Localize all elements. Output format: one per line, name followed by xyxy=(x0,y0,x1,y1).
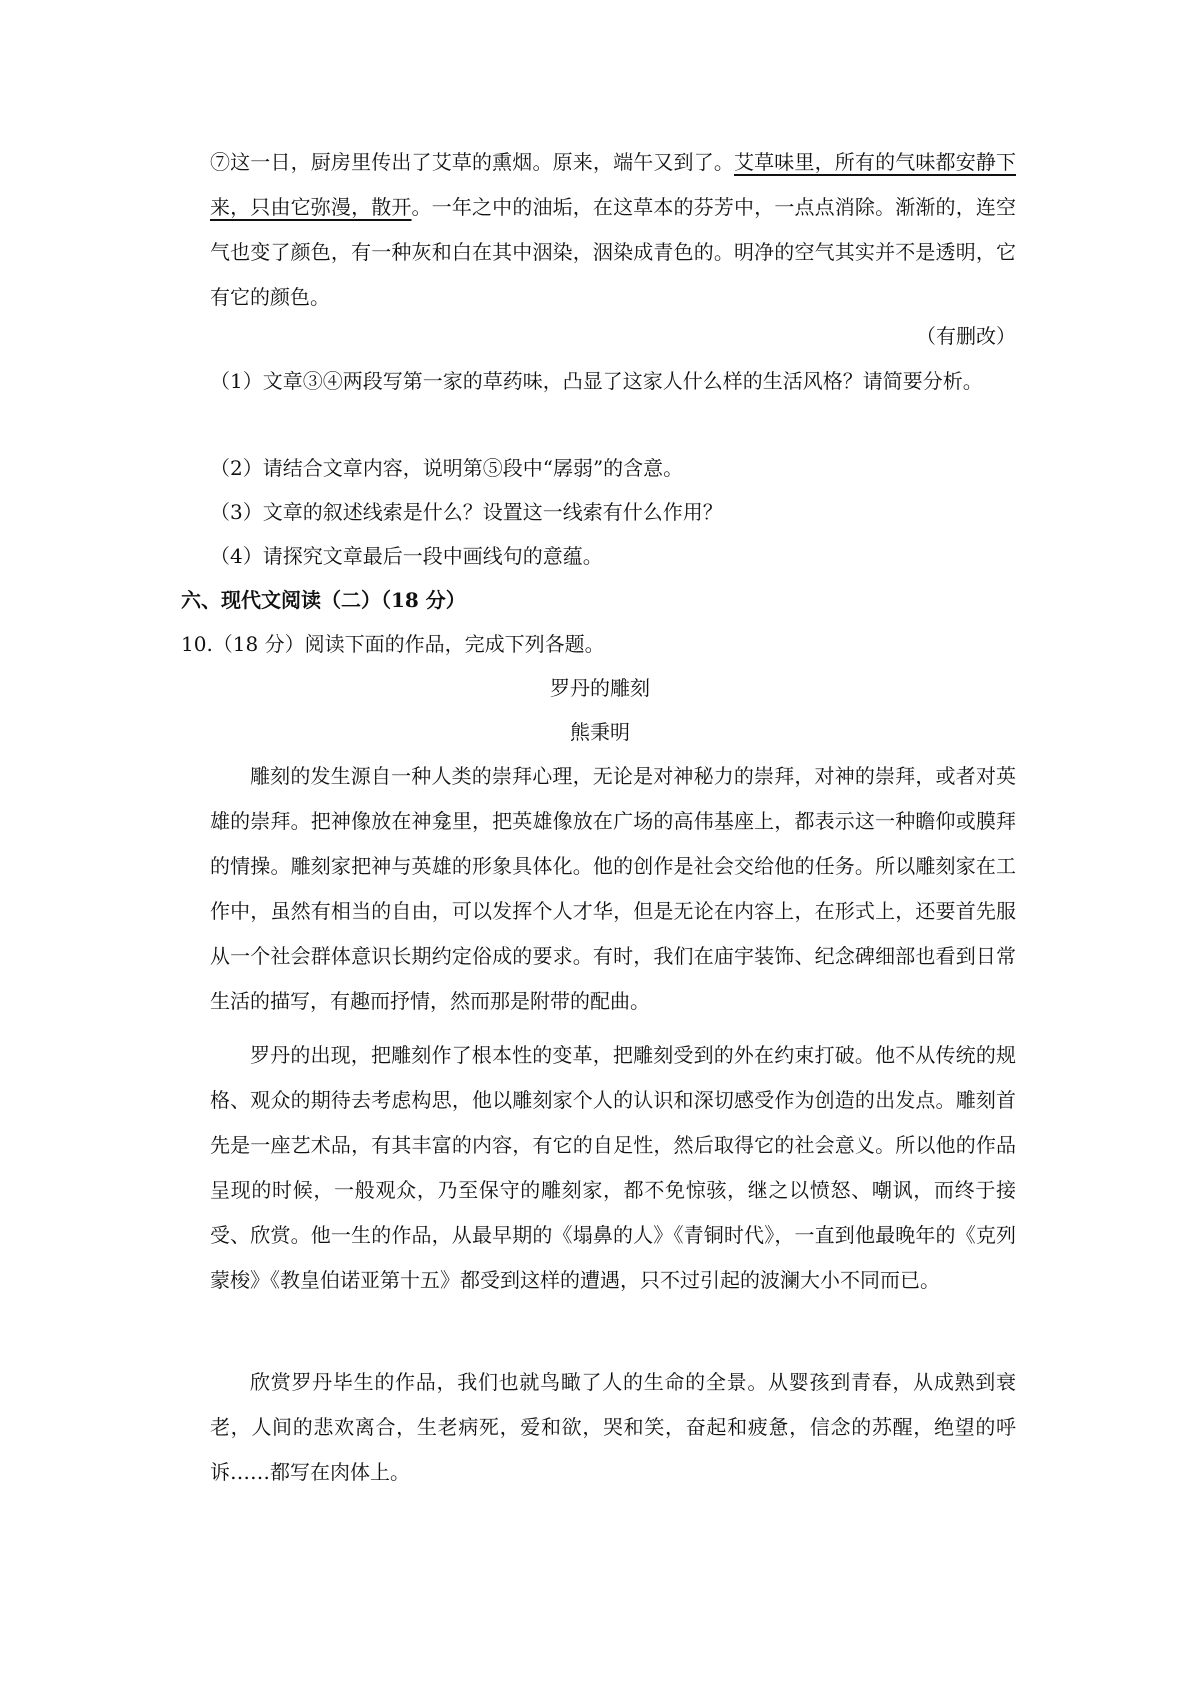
article-paragraph-3: 欣赏罗丹毕生的作品，我们也就鸟瞰了人的生命的全景。从婴孩到青春，从成熟到衰老，人间的悲欢离合，生老病死，爱和欲，哭和笑，奋起和疲惫，信念的苏醒，绝望的呼诉……都写在肉体上。 xyxy=(210,1370,1016,1484)
article-author: 熊秉明 xyxy=(570,720,630,744)
passage-paragraph-7 xyxy=(210,140,1016,320)
question-1: （1）文章③④两段写第一家的草药味，凸显了这家人什么样的生活风格？请简要分析。 xyxy=(210,369,983,393)
question-3: （3）文章的叙述线索是什么？设置这一线索有什么作用？ xyxy=(210,500,723,524)
section-heading: 六、现代文阅读（二）（18 分） xyxy=(181,588,466,612)
paragraph-7-rest: 。一年之中的油垢，在这草本的芬芳中，一点点消除。渐渐的，连空气也变了颜色，有一种灰和白在其中洇染，洇染成青色的。明净的空气其实并不是透明，它有它的颜色。 xyxy=(210,195,1017,309)
article-paragraph-1: 雕刻的发生源自一种人类的崇拜心理，无论是对神秘力的崇拜，对神的崇拜，或者对英雄的崇拜。把神像放在神龛里，把英雄像放在广场的高伟基座上，都表示这一种瞻仰或膜拜的情操。雕刻家把神与英雄的形象具体化。他的创作是社会交给他的任务。所以雕刻家在工作中，虽然有相当的自由，可以发挥个人才华，但是无论在内容上，在形式上，还要首先服从一个社会群体意识长期约定俗成的要求。有时，我们在庙宇装饰、纪念碑细部也看到日常生活的描写，有趣而抒情，然而那是附带的配曲。 xyxy=(210,764,1016,1013)
question-4: （4）请探究文章最后一段中画线句的意蕴。 xyxy=(210,544,603,568)
underlined-sentence: 艾草味里，所有的气味都安静下来，只由它弥漫，散开 xyxy=(210,150,1016,219)
article-title: 罗丹的雕刻 xyxy=(550,676,650,700)
edit-note: （有删改） xyxy=(916,324,1016,348)
article-paragraph-2: 罗丹的出现，把雕刻作了根本性的变革，把雕刻受到的外在约束打破。他不从传统的规格、观众的期待去考虑构思，他以雕刻家个人的认识和深切感受作为创造的出发点。雕刻首先是一座艺术品，有其丰富的内容，有它的自足性，然后取得它的社会意义。所以他的作品呈现的时候，一般观众，乃至保守的雕刻家，都不免惊骇，继之以愤怒、嘲讽，而终于接受、欣赏。他一生的作品，从最早期的《塌鼻的人》《青铜时代》，一直到他最晚年的《克列蒙梭》《教皇伯诺亚第十五》都受到这样的遭遇，只不过引起的波澜大小不同而已。 xyxy=(210,1043,1016,1292)
question-2: （2）请结合文章内容，说明第⑤段中“孱弱”的含意。 xyxy=(210,456,684,480)
paragraph-7-lead: ⑦这一日，厨房里传出了艾草的熏烟。原来，端午又到了。 xyxy=(210,150,734,174)
question-10-heading: 10.（18 分）阅读下面的作品，完成下列各题。 xyxy=(181,632,605,656)
